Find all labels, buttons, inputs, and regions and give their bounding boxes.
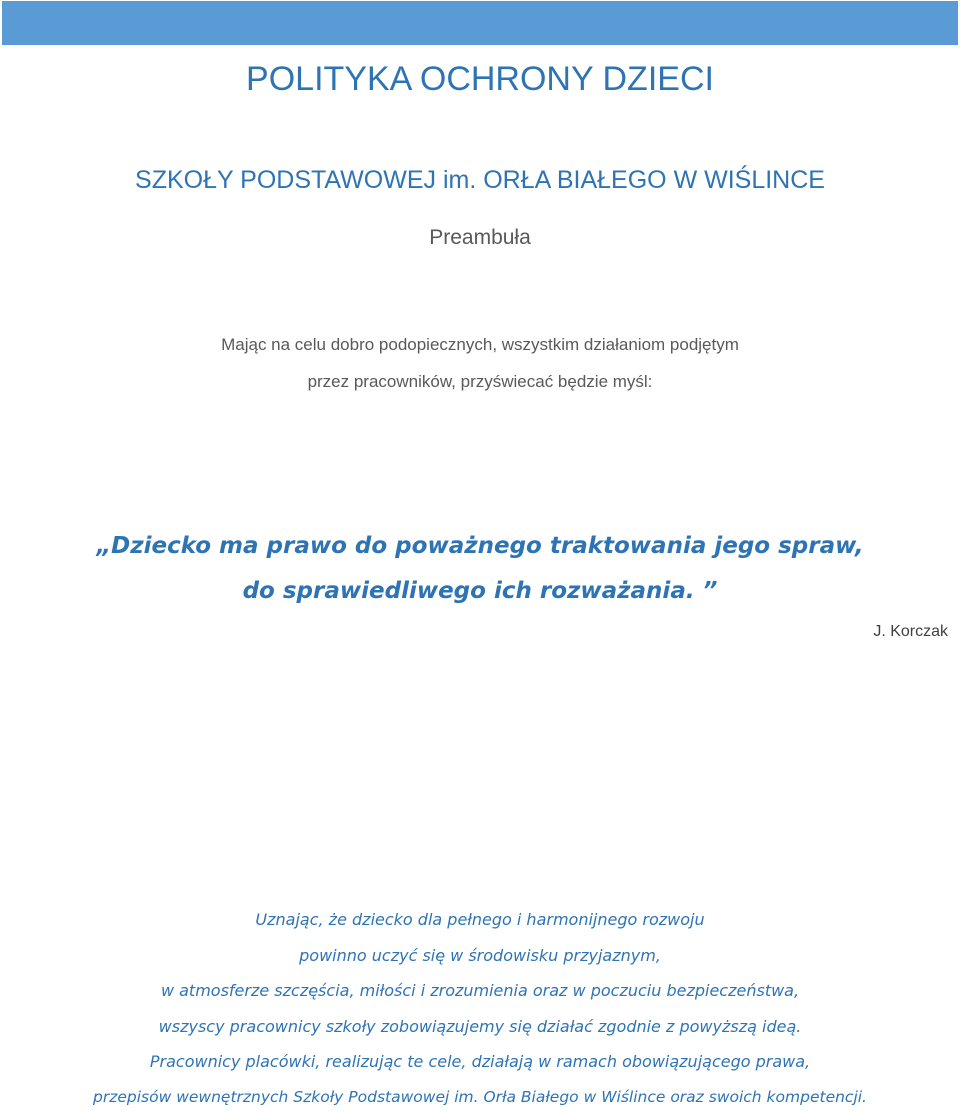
body-line: Uznając, że dziecko dla pełnego i harmonijnego rozwoju (255, 910, 705, 929)
header-bar (2, 1, 958, 45)
body-line: Pracownicy placówki, realizując te cele, działają w ramach obowiązującego prawa, (149, 1052, 811, 1071)
quote-line: „Dziecko ma prawo do poważnego traktowania jego spraw, (96, 533, 864, 559)
body-line: w atmosferze szczęścia, miłości i zrozumienia oraz w poczuciu bezpieczeństwa, (160, 981, 800, 1000)
page-title: POLITYKA OCHRONY DZIECI (246, 60, 714, 98)
body-line: przepisów wewnętrznych Szkoły Podstawowej im. Orła Białego w Wiślince oraz swoich kompetencji. (93, 1088, 867, 1106)
quote-line: do sprawiedliwego ich rozważania. ” (242, 578, 718, 604)
page-subtitle: SZKOŁY PODSTAWOWEJ im. ORŁA BIAŁEGO W WIŚLINCE (135, 166, 825, 194)
section-heading: Preambuła (429, 226, 531, 249)
intro-line: Mając na celu dobro podopiecznych, wszystkim działaniom podjętym (221, 335, 739, 354)
body-line: wszyscy pracownicy szkoły zobowiązujemy się działać zgodnie z powyższą ideą. (158, 1017, 802, 1036)
body-line: powinno uczyć się w środowisku przyjaznym, (299, 946, 661, 965)
intro-line: przez pracowników, przyświecać będzie myśl: (307, 372, 653, 391)
quote-author: J. Korczak (873, 623, 948, 640)
